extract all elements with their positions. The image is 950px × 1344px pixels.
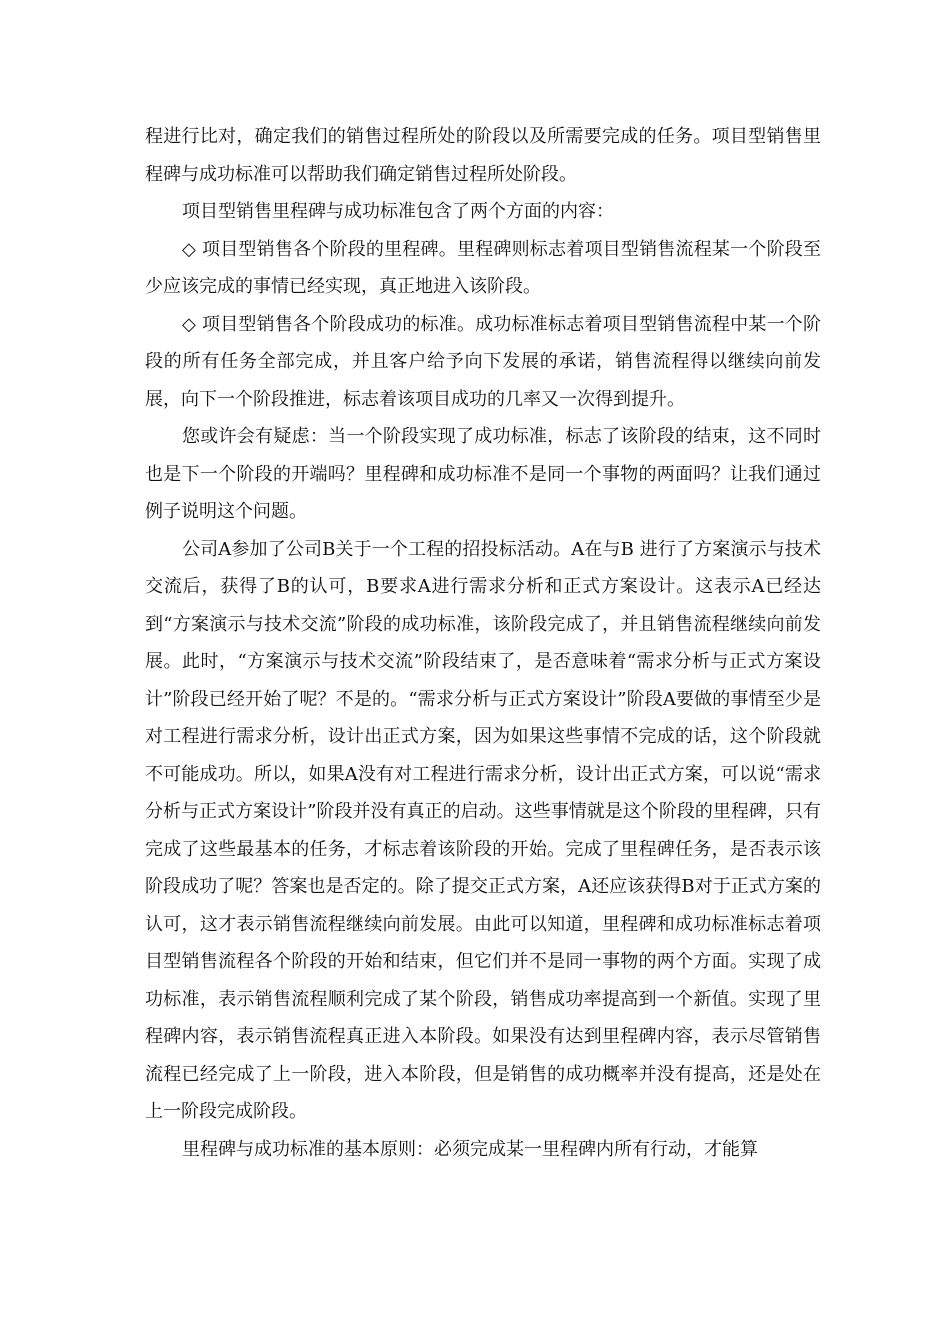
document-body: [145, 118, 821, 1168]
paragraph-question: 您或许会有疑虑：当一个阶段实现了成功标准，标志了该阶段的结束，这不同时也是下一个阶段的开端吗？里程碑和成功标准不是同一个事物的两面吗？让我们通过例子说明这个问题。: [145, 426, 821, 522]
paragraph-example: 公司A参加了公司B关于一个工程的招投标活动。A在与B 进行了方案演示与技术交流后，获得了B的认可，B要求A进行需求分析和正式方案设计。这表示A已经达到“方案演示与技术交流”阶段的成功标准，该阶段完成了，并且销售流程继续向前发展。此时，“方案演示与技术交流”阶段结束了，是否意味着“需求分析与正式方案设计”阶段已经开始了呢？不是的。“需求分析与正式方案设计”阶段A要做的事情至少是对工程进行需求分析，设计出正式方案，因为如果这些事情不完成的话，这个阶段就不可能成功。所以，如果A没有对工程进行需求分析，设计出正式方案，可以说“需求分析与正式方案设计”阶段并没有真正的启动。这些事情就是这个阶段的里程碑，只有完成了这些最基本的任务，才标志着该阶段的开始。完成了里程碑任务，是否表示该阶段成功了呢？答案也是否定的。除了提交正式方案，A还应该获得B对于正式方案的认可，这才表示销售流程继续向前发展。由此可以知道，里程碑和成功标准标志着项目型销售流程各个阶段的开始和结束，但它们并不是同一事物的两个方面。实现了成功标准，表示销售流程顺利完成了某个阶段，销售成功率提高到一个新值。实现了里程碑内容，表示销售流程真正进入本阶段。如果没有达到里程碑内容，表示尽管销售流程已经完成了上一阶段，进入本阶段，但是销售的成功概率并没有提高，还是处在上一阶段完成阶段。: [145, 538, 821, 1122]
paragraph-intro: 项目型销售里程碑与成功标准包含了两个方面的内容：: [182, 201, 614, 222]
paragraph-continuation: 程进行比对，确定我们的销售过程所处的阶段以及所需要完成的任务。项目型销售里程碑与成功标准可以帮助我们确定销售过程所处阶段。: [145, 126, 821, 185]
paragraph-bullet-success-standard: ◇ 项目型销售各个阶段成功的标准。成功标准标志着项目型销售流程中某一个阶段的所有任务全部完成，并且客户给予向下发展的承诺，销售流程得以继续向前发展，向下一个阶段推进，标志着该项目成功的几率又一次得到提升。: [145, 313, 821, 410]
paragraph-bullet-milestone: ◇ 项目型销售各个阶段的里程碑。里程碑则标志着项目型销售流程某一个阶段至少应该完成的事情已经实现，真正地进入该阶段。: [145, 238, 821, 297]
paragraph-principle: 里程碑与成功标准的基本原则：必须完成某一里程碑内所有行动，才能算: [182, 1138, 758, 1160]
